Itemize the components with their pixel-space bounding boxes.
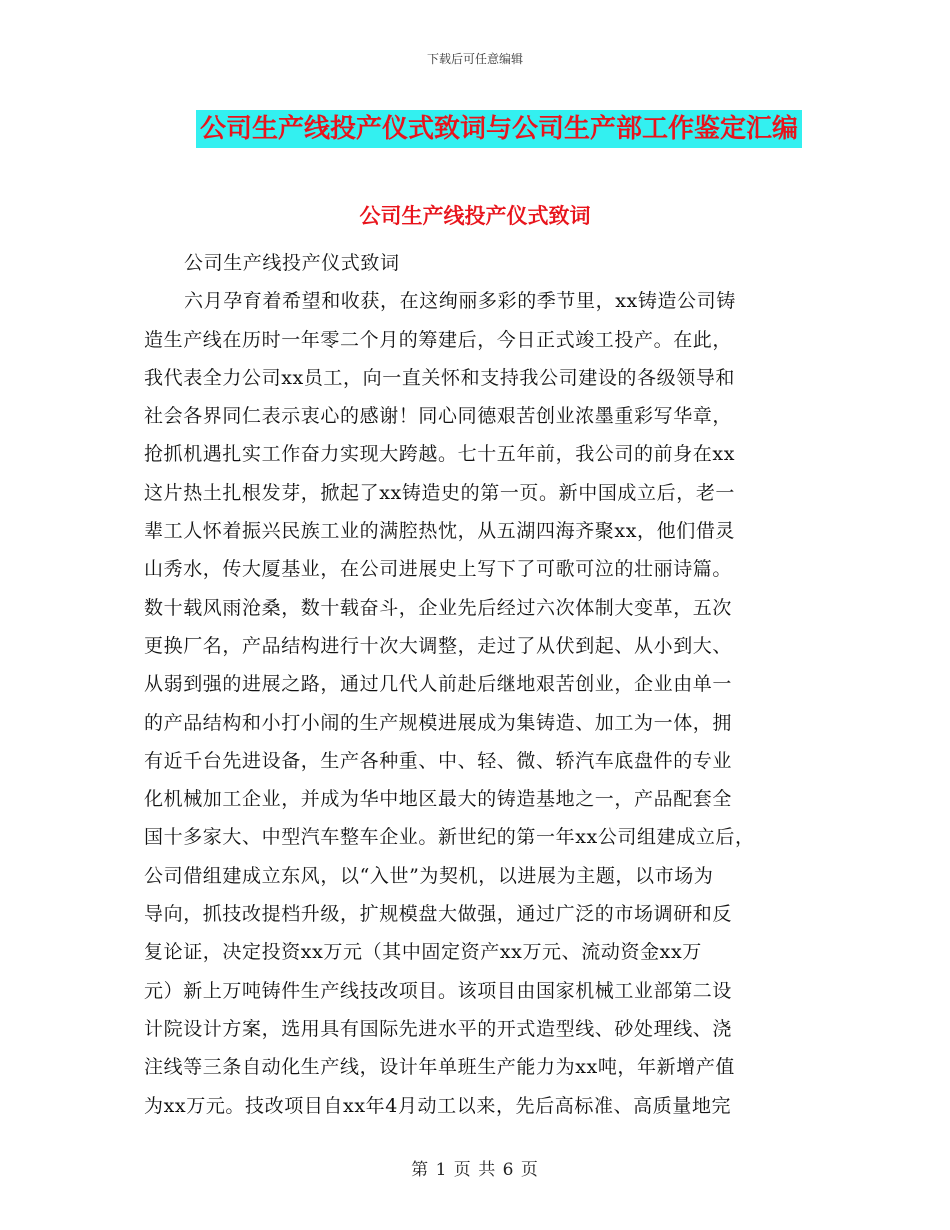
paragraph-heading-line: 公司生产线投产仪式致词 [184,252,400,274]
body-line: 公司借组建成立东风，以“入世”为契机，以进展为主题，以市场为 [144,864,714,887]
body-line: 国十多家大、中型汽车整车企业。新世纪的第一年xx公司组建成立后， [144,826,755,849]
body-line: 复论证，决定投资xx万元（其中固定资产xx万元、流动资金xx万 [144,941,702,964]
body-line: 化机械加工企业，并成为华中地区最大的铸造基地之一，产品配套全 [144,788,733,811]
body-line: 造生产线在历时一年零二个月的筹建后，今日正式竣工投产。在此， [144,328,733,351]
page-header-note: 下载后可任意编辑 [426,52,523,66]
body-line: 有近千台先进设备，生产各种重、中、轻、微、轿汽车底盘件的专业 [144,749,733,772]
body-line: 计院设计方案，选用具有国际先进水平的开式造型线、砂处理线、浇 [144,1017,733,1040]
body-line: 元）新上万吨铸件生产线技改项目。该项目由国家机械工业部第二设 [144,979,733,1002]
body-line: 这片热土扎根发芽，掀起了xx铸造史的第一页。新中国成立后，老一 [144,481,736,504]
body-line: 的产品结构和小打小闹的生产规模进展成为集铸造、加工为一体，拥 [144,711,733,734]
body-line: 辈工人怀着振兴民族工业的满腔热忱，从五湖四海齐聚xx，他们借灵 [144,520,736,543]
body-line: 更换厂名，产品结构进行十次大调整，走过了从伏到起、从小到大、 [144,634,733,657]
section-title: 公司生产线投产仪式致词 [359,203,591,228]
body-line: 从弱到强的进展之路，通过几代人前赴后继地艰苦创业，企业由单一 [144,673,733,696]
document-body [144,244,812,1125]
body-line: 抢抓机遇扎实工作奋力实现大跨越。七十五年前，我公司的前身在xx [144,443,736,466]
main-title-container [0,110,950,148]
body-line: 山秀水，传大厦基业，在公司进展史上写下了可歌可泣的壮丽诗篇。 [144,558,733,581]
page-number: 第 1 页 共 6 页 [411,1160,539,1180]
body-line: 为xx万元。技改项目自xx年4月动工以来，先后高标准、高质量地完 [144,1094,732,1117]
main-title: 公司生产线投产仪式致词与公司生产部工作鉴定汇编 [196,110,802,148]
body-line: 六月孕育着希望和收获，在这绚丽多彩的季节里，xx铸造公司铸 [184,290,736,313]
body-line: 导向，抓技改提档升级，扩规模盘大做强，通过广泛的市场调研和反 [144,903,733,926]
body-line: 数十载风雨沧桑，数十载奋斗，企业先后经过六次体制大变革，五次 [144,596,733,619]
body-line: 社会各界同仁表示衷心的感谢！同心同德艰苦创业浓墨重彩写华章， [144,405,733,428]
body-line: 我代表全力公司xx员工，向一直关怀和支持我公司建设的各级领导和 [144,366,736,389]
body-line: 注线等三条自动化生产线，设计年单班生产能力为xx吨，年新增产值 [144,1056,736,1079]
